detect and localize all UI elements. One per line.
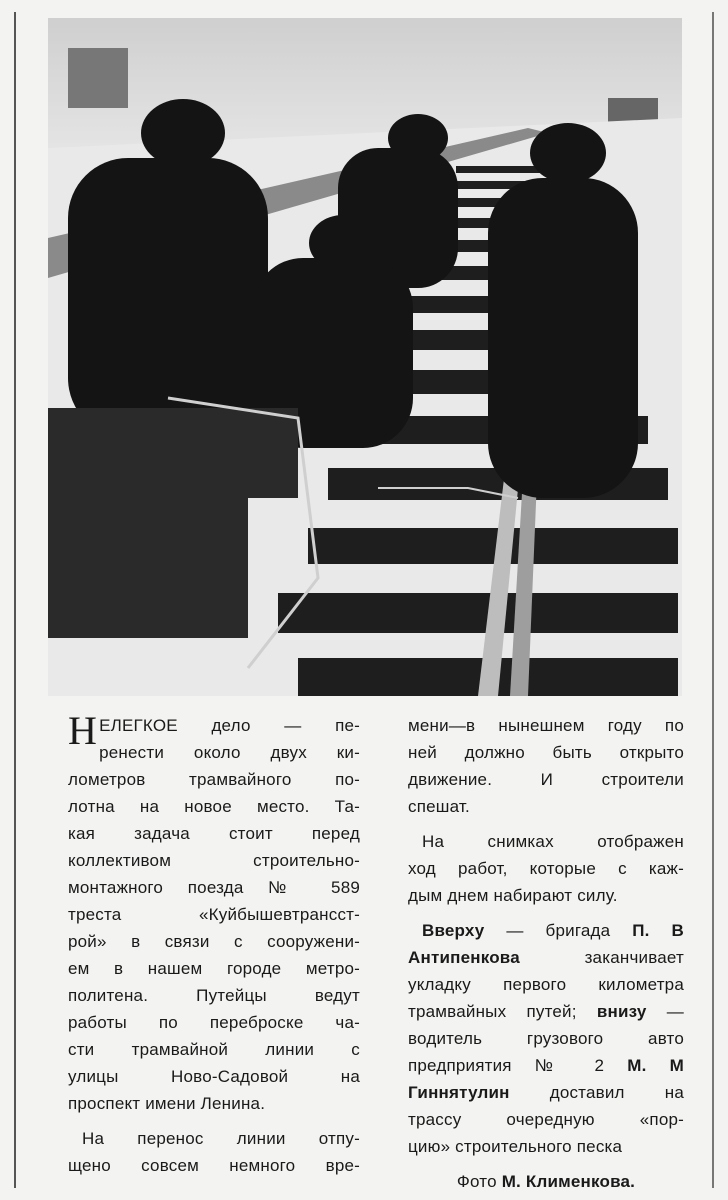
- text-line: проспект имени Ленина.: [68, 1094, 266, 1113]
- text-line: щено совсем немного вре-: [68, 1156, 360, 1175]
- text-line: монтажного поезда № 589: [68, 878, 360, 897]
- caption-bottom-label: внизу: [596, 1002, 647, 1021]
- text-line: трассу очередную «пор-: [408, 1110, 684, 1129]
- text-line: политена. Путейцы ведут: [68, 986, 360, 1005]
- text-line: ЕЛЕГКОЕ дело — пе-: [99, 716, 360, 735]
- text-line: работы по переброске ча-: [68, 1013, 360, 1032]
- text-line: ренести около двух ки-: [99, 743, 360, 762]
- newspaper-photo: [48, 18, 682, 696]
- text-line: улицы Ново-Садовой на: [68, 1067, 360, 1086]
- text-line: треста «Куйбышевтрансст-: [68, 905, 360, 924]
- text-line: лометров трамвайного по-: [68, 770, 360, 789]
- text-line: рой» в связи с сооружени-: [68, 932, 360, 951]
- text-line: ход работ, которые с каж-: [408, 859, 684, 878]
- text-line: движение. И строители: [408, 770, 684, 789]
- article-column-right: [408, 712, 684, 1195]
- text-line: На снимках отображен: [422, 832, 684, 851]
- text-line: мени—в нынешнем году по: [408, 716, 684, 735]
- text-line: ем в нашем городе метро-: [68, 959, 360, 978]
- text-line: На перенос линии отпу-: [82, 1129, 360, 1148]
- text-line: сти трамвайной линии с: [68, 1040, 360, 1059]
- text-line: коллективом строительно-: [68, 851, 360, 870]
- photo-caption: Вверху — бригада П. В Антипенкова заканчивает укладку первого километра трамвайных путей; внизу — водитель грузового авто предприятия № 2 М. М Гиннятулин доставил на трассу очередную «пор- цию» строительного песка: [408, 917, 684, 1160]
- text-line: укладку первого километра: [408, 975, 684, 994]
- text-line: дым днем набирают силу.: [408, 886, 618, 905]
- drop-cap: Н: [68, 708, 98, 753]
- text-line: ней должно быть открыто: [408, 743, 684, 762]
- text-line: цию» строительного песка: [408, 1137, 623, 1156]
- text-line: лотна на новое место. Та-: [68, 797, 360, 816]
- text-line: спешат.: [408, 797, 470, 816]
- photo-credit: Фото М. Клименкова.: [456, 1172, 636, 1191]
- text-line: водитель грузового авто: [408, 1029, 684, 1048]
- article-column-left: [68, 708, 360, 1179]
- text-line: кая задача стоит перед: [68, 824, 360, 843]
- caption-top-label: Вверху: [422, 921, 485, 940]
